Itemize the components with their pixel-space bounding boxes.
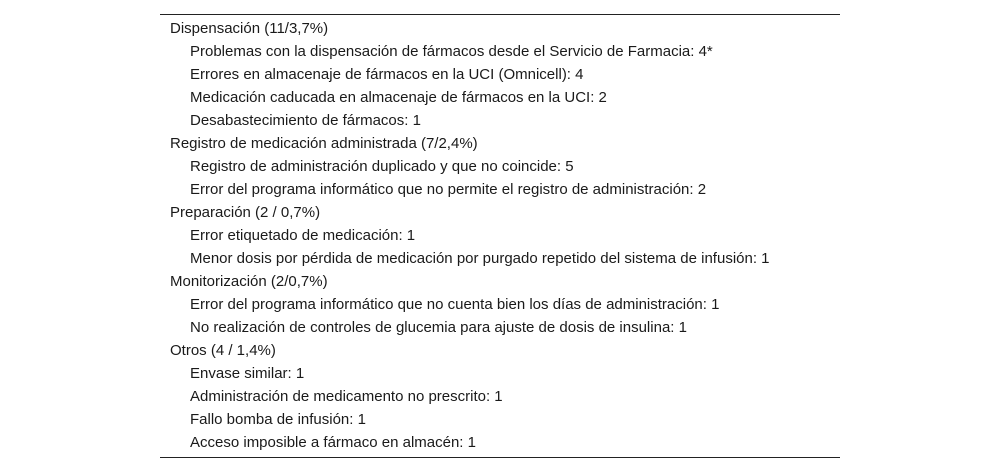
category-registro: Registro de medicación administrada (7/2,4%) (170, 135, 478, 152)
error-table (160, 14, 840, 458)
list-item: Fallo bomba de infusión: 1 (190, 411, 366, 428)
bottom-rule (160, 457, 840, 458)
category-otros: Otros (4 / 1,4%) (170, 342, 276, 359)
category-monitorizacion: Monitorización (2/0,7%) (170, 273, 328, 290)
list-item: Medicación caducada en almacenaje de fármacos en la UCI: 2 (190, 89, 607, 106)
list-item: Error del programa informático que no cuenta bien los días de administración: 1 (190, 296, 720, 313)
list-item: Acceso imposible a fármaco en almacén: 1 (190, 434, 476, 451)
list-item: Administración de medicamento no prescrito: 1 (190, 388, 503, 405)
list-item: No realización de controles de glucemia para ajuste de dosis de insulina: 1 (190, 319, 687, 336)
list-item: Menor dosis por pérdida de medicación por purgado repetido del sistema de infusión: 1 (190, 250, 770, 267)
list-item: Registro de administración duplicado y que no coincide: 5 (190, 158, 574, 175)
list-item: Error del programa informático que no permite el registro de administración: 2 (190, 181, 707, 198)
list-item: Desabastecimiento de fármacos: 1 (190, 112, 421, 129)
list-item: Error etiquetado de medicación: 1 (190, 227, 416, 244)
table-body (160, 15, 840, 457)
list-item: Errores en almacenaje de fármacos en la UCI (Omnicell): 4 (190, 66, 584, 83)
category-dispensacion: Dispensación (11/3,7%) (170, 20, 329, 37)
list-item: Envase similar: 1 (190, 365, 305, 382)
list-item: Problemas con la dispensación de fármacos desde el Servicio de Farmacia: 4* (190, 43, 713, 60)
category-preparacion: Preparación (2 / 0,7%) (170, 204, 321, 221)
